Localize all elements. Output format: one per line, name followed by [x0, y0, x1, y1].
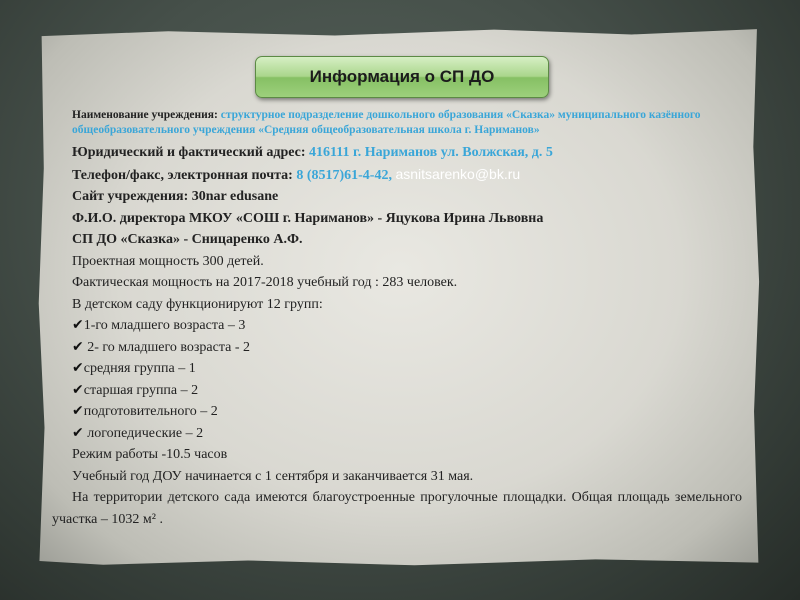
check-icon: ✔	[72, 424, 84, 441]
head-line: СП ДО «Сказка» - Сницаренко А.Ф.	[72, 232, 303, 247]
title-banner	[255, 56, 549, 98]
group-item	[52, 315, 742, 337]
address-value: 416111 г. Нариманов ул. Волжская, д. 5	[309, 145, 553, 160]
info-content	[52, 108, 742, 530]
phone-value: 8 (8517)61-4-42,	[296, 167, 392, 183]
school-year: Учебный год ДОУ начинается с 1 сентября и заканчивается 31 мая.	[72, 468, 474, 484]
page-title: Информация о СП ДО	[309, 67, 495, 86]
group-label: 1-го младшего возраста – 3	[83, 318, 246, 333]
group-item	[52, 423, 742, 445]
group-item	[52, 380, 742, 402]
work-mode: Режим работы -10.5 часов	[72, 447, 228, 462]
groups-intro: В детском саду функционируют 12 групп:	[72, 296, 323, 312]
group-item	[52, 337, 742, 359]
group-label: подготовительного – 2	[83, 404, 218, 419]
phone-line	[52, 164, 742, 187]
address-line	[52, 142, 742, 164]
name-value: структурное подразделение дошкольного образования «Сказка» муниципального казённого общеобразовательного учреждения «Средняя общеобразовательная школа г. Нариманов»	[72, 109, 701, 136]
group-label: логопедические – 2	[83, 425, 204, 441]
address-label: Юридический и фактический адрес:	[72, 145, 306, 160]
check-icon: ✔	[72, 317, 84, 333]
check-icon: ✔	[72, 360, 84, 376]
phone-label: Телефон/факс, электронная почта:	[72, 167, 293, 183]
check-icon: ✔	[72, 403, 84, 419]
group-item	[52, 358, 742, 380]
territory-text: На территории детского сада имеются благоустроенные прогулочные площадки. Общая площадь земельного участка – 1032 м² .	[52, 490, 742, 527]
check-icon: ✔	[72, 381, 84, 398]
name-label: Наименование учреждения:	[72, 109, 218, 121]
email-link[interactable]: asnitsarenko@bk.ru	[395, 165, 521, 182]
group-item	[52, 401, 742, 423]
group-label: старшая группа – 2	[83, 382, 199, 398]
check-icon: ✔	[72, 338, 84, 355]
capacity-design: Проектная мощность 300 детей.	[72, 253, 264, 269]
director-line: Ф.И.О. директора МКОУ «СОШ г. Нариманов» - Яцукова Ирина Львовна	[72, 210, 544, 226]
group-label: средняя группа – 1	[83, 361, 196, 376]
site-line: Сайт учреждения: 30nar edusane	[72, 189, 279, 204]
capacity-actual: Фактическая мощность на 2017-2018 учебный год : 283 человек.	[72, 275, 458, 290]
group-label: 2- го младшего возраста - 2	[83, 339, 250, 355]
institution-name	[52, 108, 742, 138]
